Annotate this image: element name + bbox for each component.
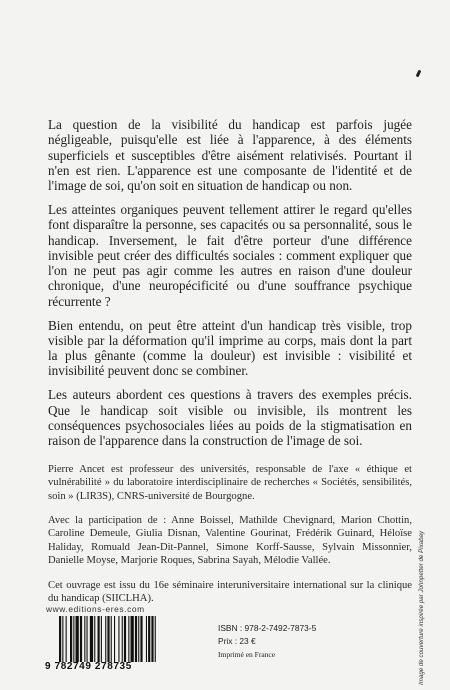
price: Prix : 23 €: [218, 636, 256, 646]
isbn: ISBN : 978-2-7492-7873-5: [218, 623, 317, 633]
barcode: [45, 616, 203, 671]
paragraph-authors: Les auteurs abordent ces questions à travers des exemples précis. Que le handicap soit visible ou invisible, ils montrent les conséquences psychosociales liées au poids de la stigmatisation en raison de l'apparence dans la construction de l'image de soi.: [48, 387, 412, 449]
back-cover-text: [48, 117, 412, 457]
paragraph-intro: La question de la visibilité du handicap est parfois jugée négligeable, puisqu'elle est liée à l'apparence, à des éléments superficiels et susceptibles d'être aisément relativisés. Pourtant il n'en est rien. L'apparence est une composante de l'identité et de l'image de soi, qu'on soit en situation de handicap ou non.: [48, 117, 412, 194]
paragraph-combined: Bien entendu, on peut être atteint d'un handicap très visible, trop visible par la déformation qu'il imprime au corps, mais dont la part la plus gênante (comme la douleur) est invisible : visibilité et invisibilité peuvent donc se combiner.: [48, 317, 412, 379]
publisher-website[interactable]: www.editions-eres.com: [46, 604, 145, 614]
paragraph-organic: Les atteintes organiques peuvent tellement attirer le regard qu'elles font disparaître la personne, ses capacités ou sa personnalité, sous le handicap. Inversement, le fait d'être porteur d'une différence invisible peut créer des difficultés sociales : comment expliquer que l'on ne peut pas agir comme les autres en raison d'une douleur chronique, d'une neuropécificité ou d'une souffrance psychique récurrente ?: [48, 201, 412, 309]
origin-note: Cet ouvrage est issu du 16e séminaire interuniversitaire international sur la clinique du handicap (SIICLHA).: [48, 580, 412, 605]
isbn-block: [218, 622, 316, 661]
barcode-number: 9 782749 278735: [45, 661, 132, 672]
printed-in: Imprimé en France: [218, 650, 276, 659]
barcode-bars-icon: [59, 616, 197, 662]
cover-credit: Image de couverture inspirée par Johnpetter de Pixabay: [418, 530, 425, 685]
pen-mark: [416, 70, 422, 78]
author-bio: Pierre Ancet est professeur des universités, responsable de l'axe « éthique et vulnérabilité » du laboratoire interdisciplinaire de recherches « Sociétés, sensibilités, soin » (LIR3S), CNRS-université de Bourgogne.: [48, 464, 412, 502]
participants-list: Avec la participation de : Anne Boissel, Mathilde Chevignard, Marion Chottin, Caroline Demeule, Giulia Disnan, Valentine Gourinat, Frédérik Guinard, Héloïse Haliday, Romuald Jean-Dit-Pannel, Simone Korff-Sausse, Sylvain Missonnier, Danielle Moyse, Marjorie Roques, Sabrina Sayah, Mélodie Vallée.: [48, 515, 412, 567]
